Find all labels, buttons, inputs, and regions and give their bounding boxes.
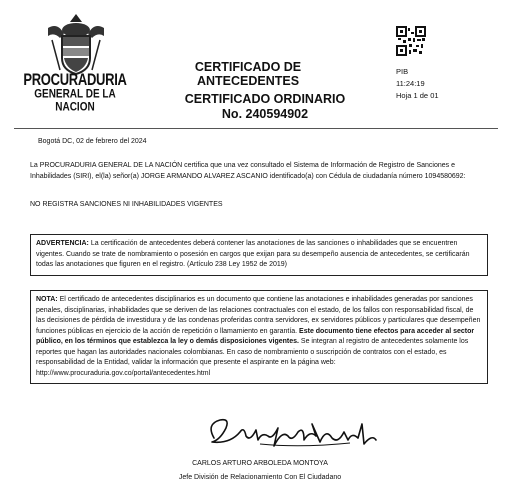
meta-time: 11:24:19 — [396, 79, 425, 88]
document-title: CERTIFICADO DE ANTECEDENTES — [194, 60, 302, 88]
certification-intro: La PROCURADURIA GENERAL DE LA NACIÓN certifica que una vez consultado el Sistema de Información de Registro de Sanciones e Inhabilidades (SIRI), el(la) señor(a) JORGE ARMANDO ALVAREZ ASCANIO identificado(a) con Cédula de ciudadanía número 1094580692: — [30, 162, 466, 180]
certificate-heading — [160, 92, 370, 122]
note-text: El certificado de antecedentes disciplinarios es un documento que contiene las anotaciones e inhabilidades generadas por sanciones penales, disciplinarias, inhabilidades que se deriven de las relaciones contractuales con el estado, de los fallos con responsabilidad fiscal, de las decisiones de pérdida de investidura y de las condenas proferidas contra servidores, ex servidores públicos y particulares que desempeñen funciones públicas en ejercicio de la acción de repetición o llamamiento en garantía. — [36, 296, 481, 335]
signatory-title: Jefe División de Relacionamiento Con El Ciudadano — [178, 474, 342, 481]
note-box — [30, 290, 488, 384]
logo-wordmark: PROCURADURIA — [23, 70, 127, 89]
certificate-type: CERTIFICADO ORDINARIO — [184, 92, 346, 106]
warning-label: ADVERTENCIA: — [36, 240, 89, 247]
meta-page: Hoja 1 de 01 — [396, 91, 439, 100]
handwritten-signature — [200, 410, 400, 454]
warning-text: La certificación de antecedentes deberá contener las anotaciones de las sanciones o inhabilidades que se encuentren vigentes. Cuando se trate de nombramiento o posesión en cargos que exijan para su desempeño ausencia de antecedentes, se certificarán todas las anotaciones que figuren en el registro. (Artículo 238 Ley 1952 de 2019) — [36, 240, 470, 268]
issue-date: Bogotá DC, 02 de febrero del 2024 — [38, 138, 147, 145]
warning-box — [30, 234, 488, 276]
document-meta — [396, 66, 439, 102]
note-text-continued: Se integran al registro de antecedentes solamente los reportes que hagan las autoridades nacionales colombianas. En caso de nombramiento o suscripción de contratos con el estado, es responsabilidad de la Entidad, validar la información que presente el aspirante en la página web: http://www.procuraduria.gov.co/portal/antecedentes.html — [36, 338, 469, 377]
note-bold-text: Este documento tiene efectos para acceder al sector público, en los términos que establezca la ley o demás disposiciones vigentes. — [36, 327, 475, 345]
header-divider — [14, 128, 498, 129]
meta-code: PIB — [396, 67, 409, 76]
signatory-name: CARLOS ARTURO ARBOLEDA MONTOYA — [192, 460, 328, 467]
note-label: NOTA: — [36, 296, 58, 303]
logo-subtitle: GENERAL DE LA NACION — [34, 87, 116, 115]
certificate-number: No. 240594902 — [221, 107, 309, 121]
sanctions-status: NO REGISTRA SANCIONES NI INHABILIDADES VIGENTES — [30, 201, 223, 208]
qr-code-icon — [396, 26, 426, 56]
